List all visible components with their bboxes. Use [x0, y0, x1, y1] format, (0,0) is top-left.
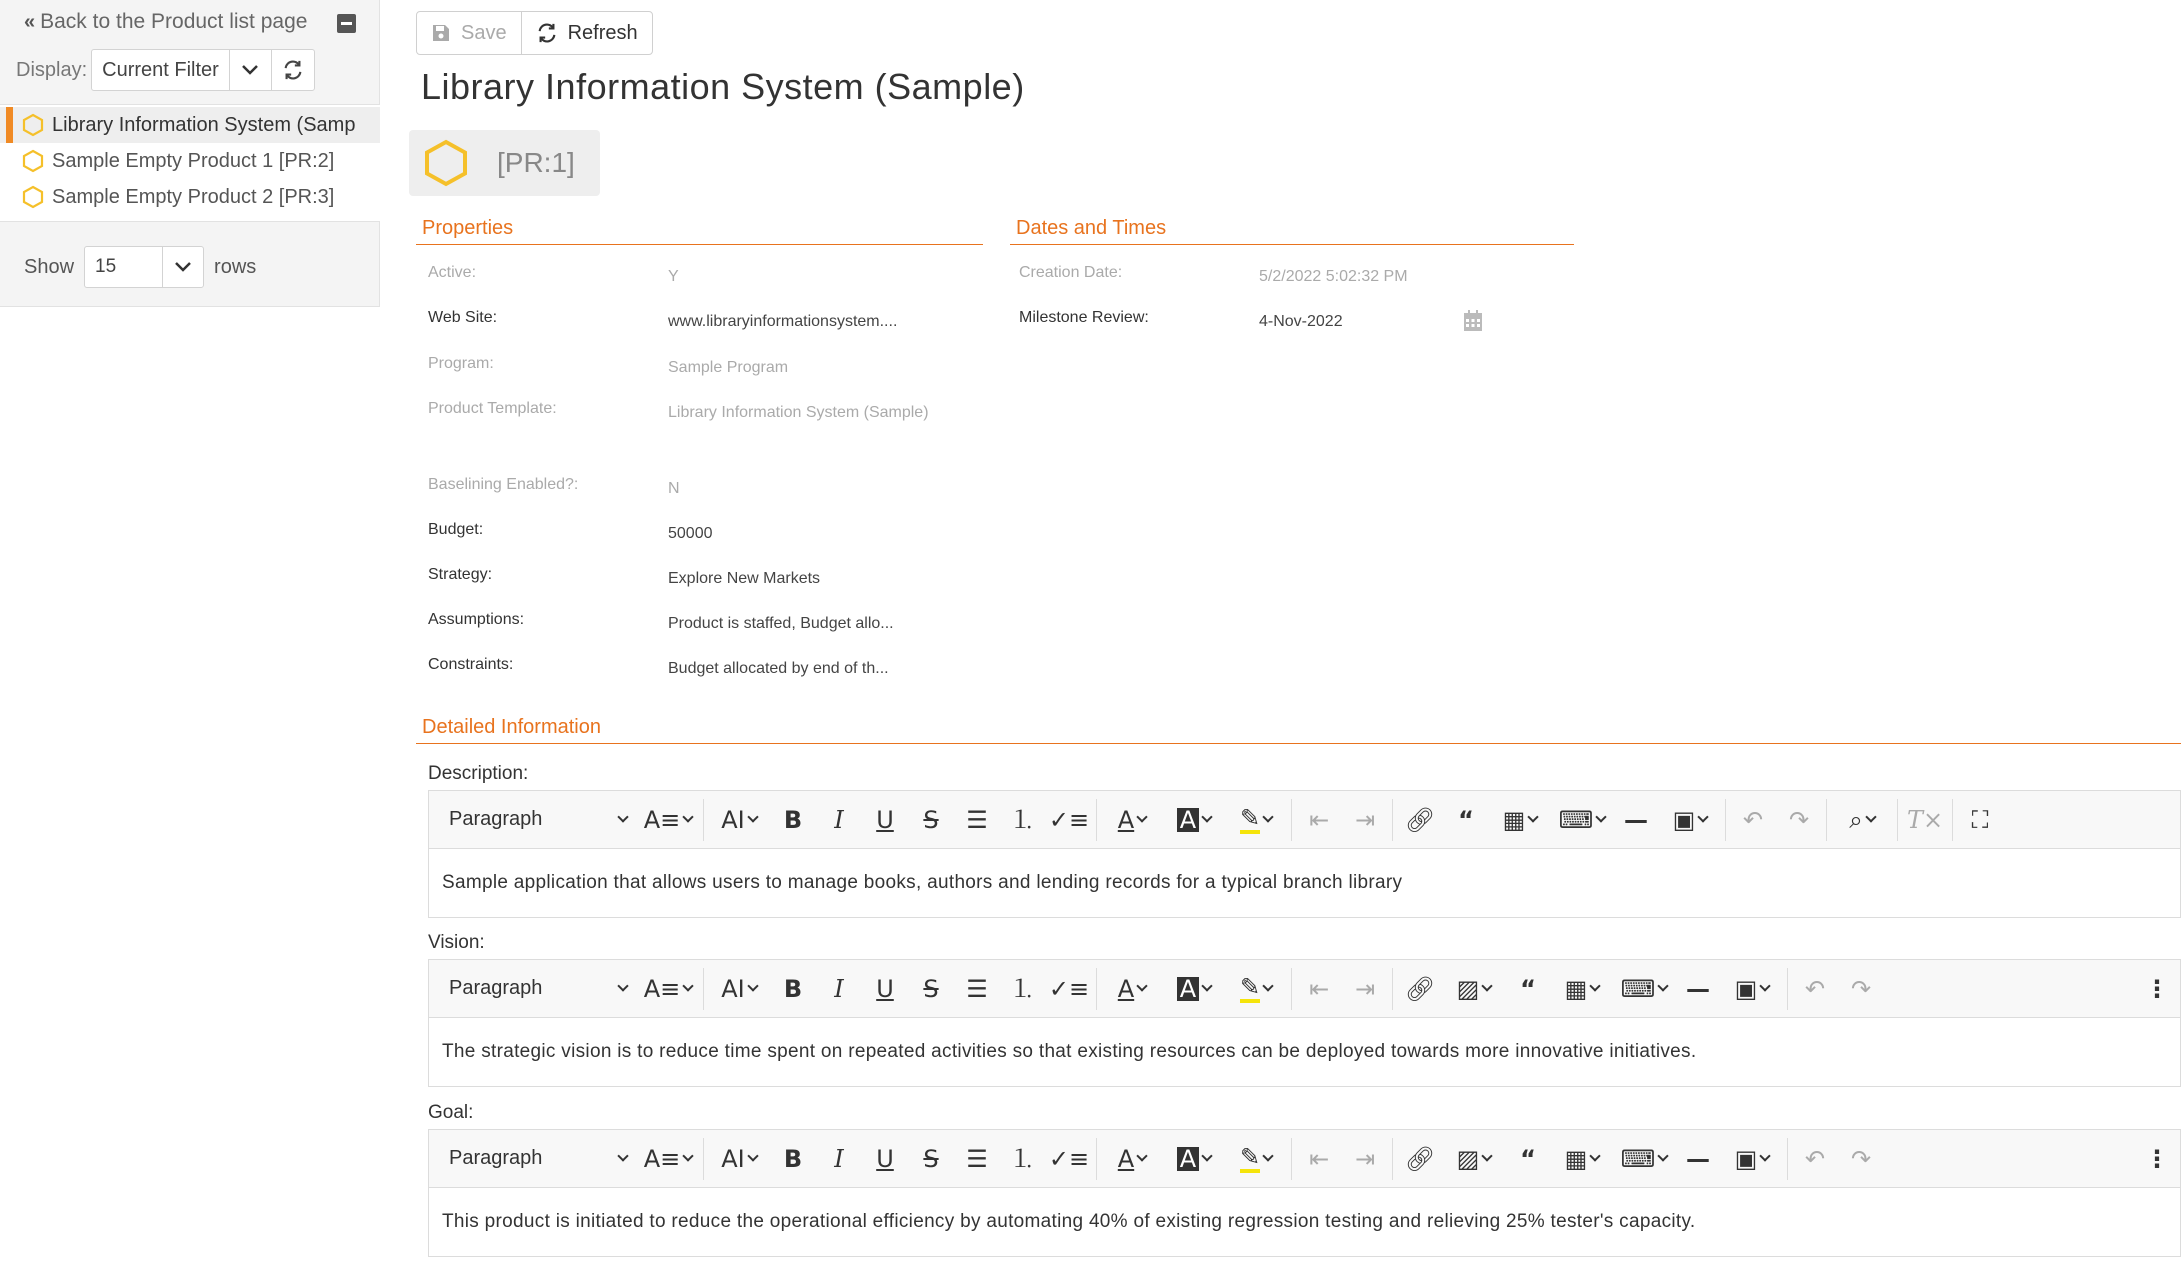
- refresh-icon[interactable]: [272, 50, 314, 90]
- product-list-item-label: Sample Empty Product 1 [PR:2]: [52, 149, 335, 172]
- strategy-label: Strategy:: [428, 566, 493, 583]
- strikethrough-icon: S: [923, 974, 939, 1003]
- redo-button[interactable]: [1776, 800, 1822, 840]
- paragraph-style-select[interactable]: [437, 800, 637, 840]
- chevron-down-icon: [683, 1150, 694, 1161]
- back-to-list-link[interactable]: [24, 10, 307, 34]
- chevron-down-icon: [1137, 811, 1148, 822]
- goal-label: Goal:: [428, 1102, 474, 1123]
- chevron-down-icon: [1698, 811, 1709, 822]
- save-icon: [431, 23, 451, 43]
- numbered-list-icon: ⒈: [1011, 974, 1035, 1003]
- bold-icon: B: [783, 805, 803, 834]
- todo-list-button[interactable]: [1046, 969, 1092, 1009]
- assumptions-label: Assumptions:: [428, 611, 525, 628]
- chevron-down-icon[interactable]: [163, 261, 203, 273]
- horizontal-line-icon: —: [1686, 1144, 1710, 1173]
- chevron-down-icon: [1202, 1150, 1213, 1161]
- strikethrough-icon: S: [923, 1144, 939, 1173]
- chevron-down-icon: [747, 1150, 758, 1161]
- paragraph-style-select[interactable]: [437, 1139, 637, 1179]
- rows-per-page-row: [24, 246, 256, 288]
- link-icon: 🔗︎: [1404, 974, 1436, 1003]
- redo-icon: ↷: [1850, 1144, 1872, 1173]
- media-embed-button[interactable]: [1721, 1139, 1783, 1179]
- toolbar-divider: [1392, 1138, 1393, 1180]
- chevron-down-icon: [1262, 1150, 1273, 1161]
- more-vertical-icon: ⋮: [2145, 1144, 2169, 1173]
- product-list-item-label: Sample Empty Product 2 [PR:3]: [52, 185, 335, 208]
- chevron-down-icon: [683, 811, 694, 822]
- baselining-value: N: [668, 480, 680, 497]
- insert-table-button[interactable]: [1551, 969, 1613, 1009]
- blockquote-button[interactable]: [1443, 800, 1489, 840]
- chevron-down-icon: [1760, 1150, 1771, 1161]
- toolbar-divider: [1787, 968, 1788, 1010]
- refresh-button[interactable]: [522, 12, 652, 54]
- chevron-down-icon: [1482, 980, 1493, 991]
- paragraph-style-label: Paragraph: [449, 977, 543, 999]
- italic-button[interactable]: [816, 969, 862, 1009]
- outdent-icon: ⇤: [1308, 974, 1330, 1003]
- todo-list-button[interactable]: [1046, 800, 1092, 840]
- creation-date-label: Creation Date:: [1019, 264, 1123, 281]
- numbered-list-button[interactable]: [1000, 1139, 1046, 1179]
- indent-icon: ⇥: [1354, 1144, 1376, 1173]
- media-icon: ▣: [1672, 805, 1696, 834]
- font-color-icon: A: [1117, 805, 1135, 834]
- program-label: Program:: [428, 355, 494, 372]
- bullet-list-icon: ☰: [966, 974, 988, 1003]
- bullet-list-button[interactable]: [954, 800, 1000, 840]
- font-color-button[interactable]: [1101, 800, 1163, 840]
- paragraph-style-label: Paragraph: [449, 808, 543, 830]
- code-block-icon: ⌨: [1620, 974, 1656, 1003]
- hexagon-icon: [22, 185, 44, 209]
- chevron-down-icon: [1590, 1150, 1601, 1161]
- product-template-value: Library Information System (Sample): [668, 404, 929, 421]
- table-icon: ▦: [1564, 1144, 1588, 1173]
- quote-icon: “: [1520, 974, 1536, 1003]
- fullscreen-button[interactable]: [1957, 800, 2003, 840]
- outdent-button[interactable]: [1296, 1139, 1342, 1179]
- chevron-down-icon: [1262, 980, 1273, 991]
- more-options-button[interactable]: [2134, 969, 2180, 1009]
- numbered-list-icon: ⒈: [1011, 805, 1035, 834]
- chevron-down-icon: [747, 811, 758, 822]
- insert-image-button[interactable]: [1443, 969, 1505, 1009]
- indent-icon: ⇥: [1354, 974, 1376, 1003]
- toolbar-divider: [1291, 799, 1292, 841]
- table-icon: ▦: [1564, 974, 1588, 1003]
- redo-icon: ↷: [1850, 974, 1872, 1003]
- font-color-button[interactable]: [1101, 1139, 1163, 1179]
- toolbar-divider: [1725, 799, 1726, 841]
- chevron-down-icon: [617, 980, 628, 991]
- refresh-label: Refresh: [567, 21, 638, 44]
- insert-image-button[interactable]: [1443, 1139, 1505, 1179]
- product-list-item[interactable]: [0, 143, 380, 179]
- toolbar-divider: [1096, 1138, 1097, 1180]
- refresh-icon: [536, 22, 558, 44]
- undo-icon: ↶: [1804, 1144, 1826, 1173]
- double-chevron-left-icon: «: [24, 10, 33, 33]
- product-list-item[interactable]: [0, 107, 380, 143]
- table-icon: ▦: [1502, 805, 1526, 834]
- link-button[interactable]: [1397, 969, 1443, 1009]
- underline-button[interactable]: [862, 969, 908, 1009]
- vision-editor: [428, 959, 2181, 1087]
- background-color-button[interactable]: [1163, 1139, 1225, 1179]
- find-replace-button[interactable]: [1831, 800, 1893, 840]
- bold-button[interactable]: [770, 969, 816, 1009]
- toolbar-divider: [1787, 1138, 1788, 1180]
- product-list-item[interactable]: [0, 179, 380, 215]
- outdent-button[interactable]: [1296, 800, 1342, 840]
- budget-label: Budget:: [428, 521, 484, 538]
- constraints-label: Constraints:: [428, 656, 514, 673]
- dates-section-header: Dates and Times: [1010, 217, 1574, 245]
- link-icon: 🔗︎: [1404, 1144, 1436, 1173]
- indent-button[interactable]: [1342, 1139, 1388, 1179]
- chevron-down-icon: [1590, 980, 1601, 991]
- bold-icon: B: [783, 974, 803, 1003]
- background-color-button[interactable]: [1163, 969, 1225, 1009]
- toolbar-divider: [1952, 799, 1953, 841]
- italic-icon: I: [834, 974, 844, 1003]
- italic-button[interactable]: [816, 800, 862, 840]
- bullet-list-button[interactable]: [954, 969, 1000, 1009]
- constraints-value[interactable]: Budget allocated by end of th...: [668, 660, 889, 677]
- chevron-down-icon: [1658, 1150, 1669, 1161]
- redo-button[interactable]: [1838, 1139, 1884, 1179]
- milestone-review-label: Milestone Review:: [1019, 309, 1149, 326]
- remove-format-icon: T×: [1906, 805, 1944, 834]
- image-icon: ▨: [1456, 1144, 1480, 1173]
- horizontal-line-button[interactable]: [1675, 1139, 1721, 1179]
- chevron-down-icon: [1596, 811, 1607, 822]
- font-size-button[interactable]: [708, 969, 770, 1009]
- chevron-down-icon: [1202, 811, 1213, 822]
- outdent-icon: ⇤: [1308, 1144, 1330, 1173]
- display-filter-row: [16, 49, 315, 91]
- highlight-button[interactable]: [1225, 800, 1287, 840]
- redo-icon: ↷: [1788, 805, 1810, 834]
- rows-per-page-value: 15: [85, 247, 163, 287]
- chevron-down-icon: [1760, 980, 1771, 991]
- milestone-review-value[interactable]: 4-Nov-2022: [1259, 313, 1343, 330]
- link-icon: 🔗︎: [1404, 805, 1436, 834]
- bold-button[interactable]: [770, 1139, 816, 1179]
- blockquote-button[interactable]: [1505, 969, 1551, 1009]
- blockquote-button[interactable]: [1505, 1139, 1551, 1179]
- todo-list-button[interactable]: [1046, 1139, 1092, 1179]
- description-editor: [428, 790, 2181, 918]
- horizontal-line-icon: —: [1624, 805, 1648, 834]
- indent-button[interactable]: [1342, 800, 1388, 840]
- toolbar-divider: [1096, 968, 1097, 1010]
- bullet-list-icon: ☰: [966, 1144, 988, 1173]
- font-family-button[interactable]: [637, 800, 699, 840]
- toolbar-divider: [703, 799, 704, 841]
- bold-icon: B: [783, 1144, 803, 1173]
- chevron-down-icon: [1137, 980, 1148, 991]
- background-color-icon: A: [1177, 1147, 1199, 1171]
- toolbar-divider: [1291, 1138, 1292, 1180]
- back-link-label: Back to the Product list page: [40, 10, 308, 33]
- font-family-icon: A≡: [643, 974, 681, 1003]
- find-replace-icon: ⌕: [1849, 805, 1863, 834]
- product-id: [PR:1]: [497, 147, 575, 178]
- more-vertical-icon: ⋮: [2145, 974, 2169, 1003]
- paragraph-style-label: Paragraph: [449, 1147, 543, 1169]
- strikethrough-button[interactable]: [908, 1139, 954, 1179]
- highlight-icon: ✎: [1239, 803, 1261, 832]
- description-content[interactable]: Sample application that allows users to manage books, authors and lending records for a typical branch library: [442, 872, 1403, 893]
- background-color-icon: A: [1177, 977, 1199, 1001]
- highlight-icon: ✎: [1239, 1142, 1261, 1171]
- underline-button[interactable]: [862, 1139, 908, 1179]
- detailed-section-header: Detailed Information: [416, 716, 2181, 744]
- code-block-icon: ⌨: [1558, 805, 1594, 834]
- display-label: Display:: [16, 58, 88, 81]
- indent-button[interactable]: [1342, 969, 1388, 1009]
- chevron-down-icon: [1137, 1150, 1148, 1161]
- goal-content[interactable]: This product is initiated to reduce the operational efficiency by automating 40% of existing regression testing and relieving 25% tester's capacity.: [442, 1211, 1696, 1232]
- italic-icon: I: [834, 1144, 844, 1173]
- chevron-down-icon: [683, 980, 694, 991]
- save-label: Save: [461, 21, 507, 44]
- more-options-button[interactable]: [2134, 1139, 2180, 1179]
- strategy-value[interactable]: Explore New Markets: [668, 570, 821, 587]
- toolbar-divider: [703, 968, 704, 1010]
- chevron-down-icon: [1202, 980, 1213, 991]
- font-size-button[interactable]: [708, 1139, 770, 1179]
- active-value: Y: [668, 268, 679, 285]
- editor-toolbar: [429, 1130, 2180, 1188]
- strikethrough-button[interactable]: [908, 969, 954, 1009]
- toolbar-divider: [703, 1138, 704, 1180]
- code-block-button[interactable]: [1613, 1139, 1675, 1179]
- numbered-list-button[interactable]: [1000, 800, 1046, 840]
- undo-button[interactable]: [1730, 800, 1776, 840]
- toolbar-divider: [1392, 799, 1393, 841]
- hexagon-icon: [22, 149, 44, 173]
- toolbar-divider: [1096, 799, 1097, 841]
- indent-icon: ⇥: [1354, 805, 1376, 834]
- insert-table-button[interactable]: [1551, 1139, 1613, 1179]
- highlight-button[interactable]: [1225, 1139, 1287, 1179]
- bullet-list-icon: ☰: [966, 805, 988, 834]
- highlight-button[interactable]: [1225, 969, 1287, 1009]
- background-color-button[interactable]: [1163, 800, 1225, 840]
- description-label: Description:: [428, 763, 529, 784]
- toolbar-divider: [1897, 799, 1898, 841]
- chevron-down-icon: [617, 1150, 628, 1161]
- rows-per-page-select[interactable]: [84, 246, 204, 288]
- rows-label: rows: [214, 255, 257, 278]
- website-label: Web Site:: [428, 309, 498, 326]
- horizontal-line-icon: —: [1686, 974, 1710, 1003]
- highlight-icon: ✎: [1239, 972, 1261, 1001]
- program-value: Sample Program: [668, 359, 789, 376]
- baselining-label: Baselining Enabled?:: [428, 476, 579, 493]
- chevron-down-icon: [617, 811, 628, 822]
- assumptions-value[interactable]: Product is staffed, Budget allo...: [668, 615, 894, 632]
- numbered-list-icon: ⒈: [1011, 1144, 1035, 1173]
- font-family-button[interactable]: [637, 969, 699, 1009]
- font-size-icon: AI: [721, 974, 745, 1003]
- toolbar-divider: [1826, 799, 1827, 841]
- properties-section-header: Properties: [416, 217, 983, 245]
- bullet-list-button[interactable]: [954, 1139, 1000, 1179]
- background-color-icon: A: [1177, 808, 1199, 832]
- font-size-icon: AI: [721, 805, 745, 834]
- horizontal-line-button[interactable]: [1613, 800, 1659, 840]
- calendar-icon[interactable]: [1463, 310, 1483, 332]
- hexagon-icon: [423, 138, 469, 188]
- active-label: Active:: [428, 264, 477, 281]
- italic-button[interactable]: [816, 1139, 862, 1179]
- font-family-icon: A≡: [643, 805, 681, 834]
- strikethrough-button[interactable]: [908, 800, 954, 840]
- font-family-icon: A≡: [643, 1144, 681, 1173]
- chevron-down-icon: [747, 980, 758, 991]
- display-filter-select[interactable]: [91, 49, 315, 91]
- quote-icon: “: [1520, 1144, 1536, 1173]
- paragraph-style-select[interactable]: [437, 969, 637, 1009]
- website-value[interactable]: www.libraryinformationsystem....: [668, 313, 898, 330]
- budget-value[interactable]: 50000: [668, 525, 713, 542]
- undo-button[interactable]: [1792, 1139, 1838, 1179]
- horizontal-line-button[interactable]: [1675, 969, 1721, 1009]
- page-title: Library Information System (Sample): [421, 66, 1025, 107]
- chevron-down-icon[interactable]: [230, 50, 272, 90]
- media-icon: ▣: [1734, 974, 1758, 1003]
- undo-button[interactable]: [1792, 969, 1838, 1009]
- code-block-icon: ⌨: [1620, 1144, 1656, 1173]
- code-block-button[interactable]: [1551, 800, 1613, 840]
- todo-list-icon: ✓≡: [1048, 1144, 1090, 1173]
- image-icon: ▨: [1456, 974, 1480, 1003]
- product-template-label: Product Template:: [428, 400, 557, 417]
- undo-icon: ↶: [1804, 974, 1826, 1003]
- todo-list-icon: ✓≡: [1048, 974, 1090, 1003]
- goal-editor: [428, 1129, 2181, 1257]
- remove-format-button[interactable]: [1902, 800, 1948, 840]
- underline-icon: U: [876, 805, 894, 834]
- product-list: [0, 104, 380, 222]
- editor-toolbar: [429, 791, 2180, 849]
- chevron-down-icon: [1865, 811, 1876, 822]
- chevron-down-icon: [1658, 980, 1669, 991]
- toolbar-divider: [1291, 968, 1292, 1010]
- media-embed-button[interactable]: [1721, 969, 1783, 1009]
- outdent-button[interactable]: [1296, 969, 1342, 1009]
- code-block-button[interactable]: [1613, 969, 1675, 1009]
- fullscreen-icon: ⛶: [1971, 805, 1989, 834]
- font-size-icon: AI: [721, 1144, 745, 1173]
- vision-content[interactable]: The strategic vision is to reduce time spent on repeated activities so that existing resources can be deployed towards more innovative initiatives.: [442, 1041, 1697, 1062]
- todo-list-icon: ✓≡: [1048, 805, 1090, 834]
- toolbar-divider: [1392, 968, 1393, 1010]
- bold-button[interactable]: [770, 800, 816, 840]
- quote-icon: “: [1458, 805, 1474, 834]
- italic-icon: I: [834, 805, 844, 834]
- media-embed-button[interactable]: [1659, 800, 1721, 840]
- product-id-badge: [409, 130, 600, 196]
- chevron-down-icon: [1482, 1150, 1493, 1161]
- undo-icon: ↶: [1742, 805, 1764, 834]
- chevron-down-icon: [1528, 811, 1539, 822]
- media-icon: ▣: [1734, 1144, 1758, 1173]
- underline-icon: U: [876, 1144, 894, 1173]
- display-filter-value: Current Filter: [92, 50, 230, 90]
- outdent-icon: ⇤: [1308, 805, 1330, 834]
- strikethrough-icon: S: [923, 805, 939, 834]
- show-label: Show: [24, 255, 75, 278]
- chevron-down-icon: [1262, 811, 1273, 822]
- editor-toolbar: [429, 960, 2180, 1018]
- underline-icon: U: [876, 974, 894, 1003]
- vision-label: Vision:: [428, 932, 485, 953]
- font-family-button[interactable]: [637, 1139, 699, 1179]
- font-color-icon: A: [1117, 974, 1135, 1003]
- save-button[interactable]: [417, 12, 522, 54]
- numbered-list-button[interactable]: [1000, 969, 1046, 1009]
- font-color-icon: A: [1117, 1144, 1135, 1173]
- creation-date-value: 5/2/2022 5:02:32 PM: [1259, 268, 1408, 285]
- hexagon-icon: [22, 113, 44, 137]
- main-toolbar: [416, 11, 653, 55]
- collapse-icon[interactable]: [337, 14, 356, 33]
- insert-table-button[interactable]: [1489, 800, 1551, 840]
- redo-button[interactable]: [1838, 969, 1884, 1009]
- font-size-button[interactable]: [708, 800, 770, 840]
- link-button[interactable]: [1397, 800, 1443, 840]
- link-button[interactable]: [1397, 1139, 1443, 1179]
- underline-button[interactable]: [862, 800, 908, 840]
- product-list-item-label: Library Information System (Samp: [52, 113, 356, 136]
- font-color-button[interactable]: [1101, 969, 1163, 1009]
- sidebar: [0, 0, 380, 307]
